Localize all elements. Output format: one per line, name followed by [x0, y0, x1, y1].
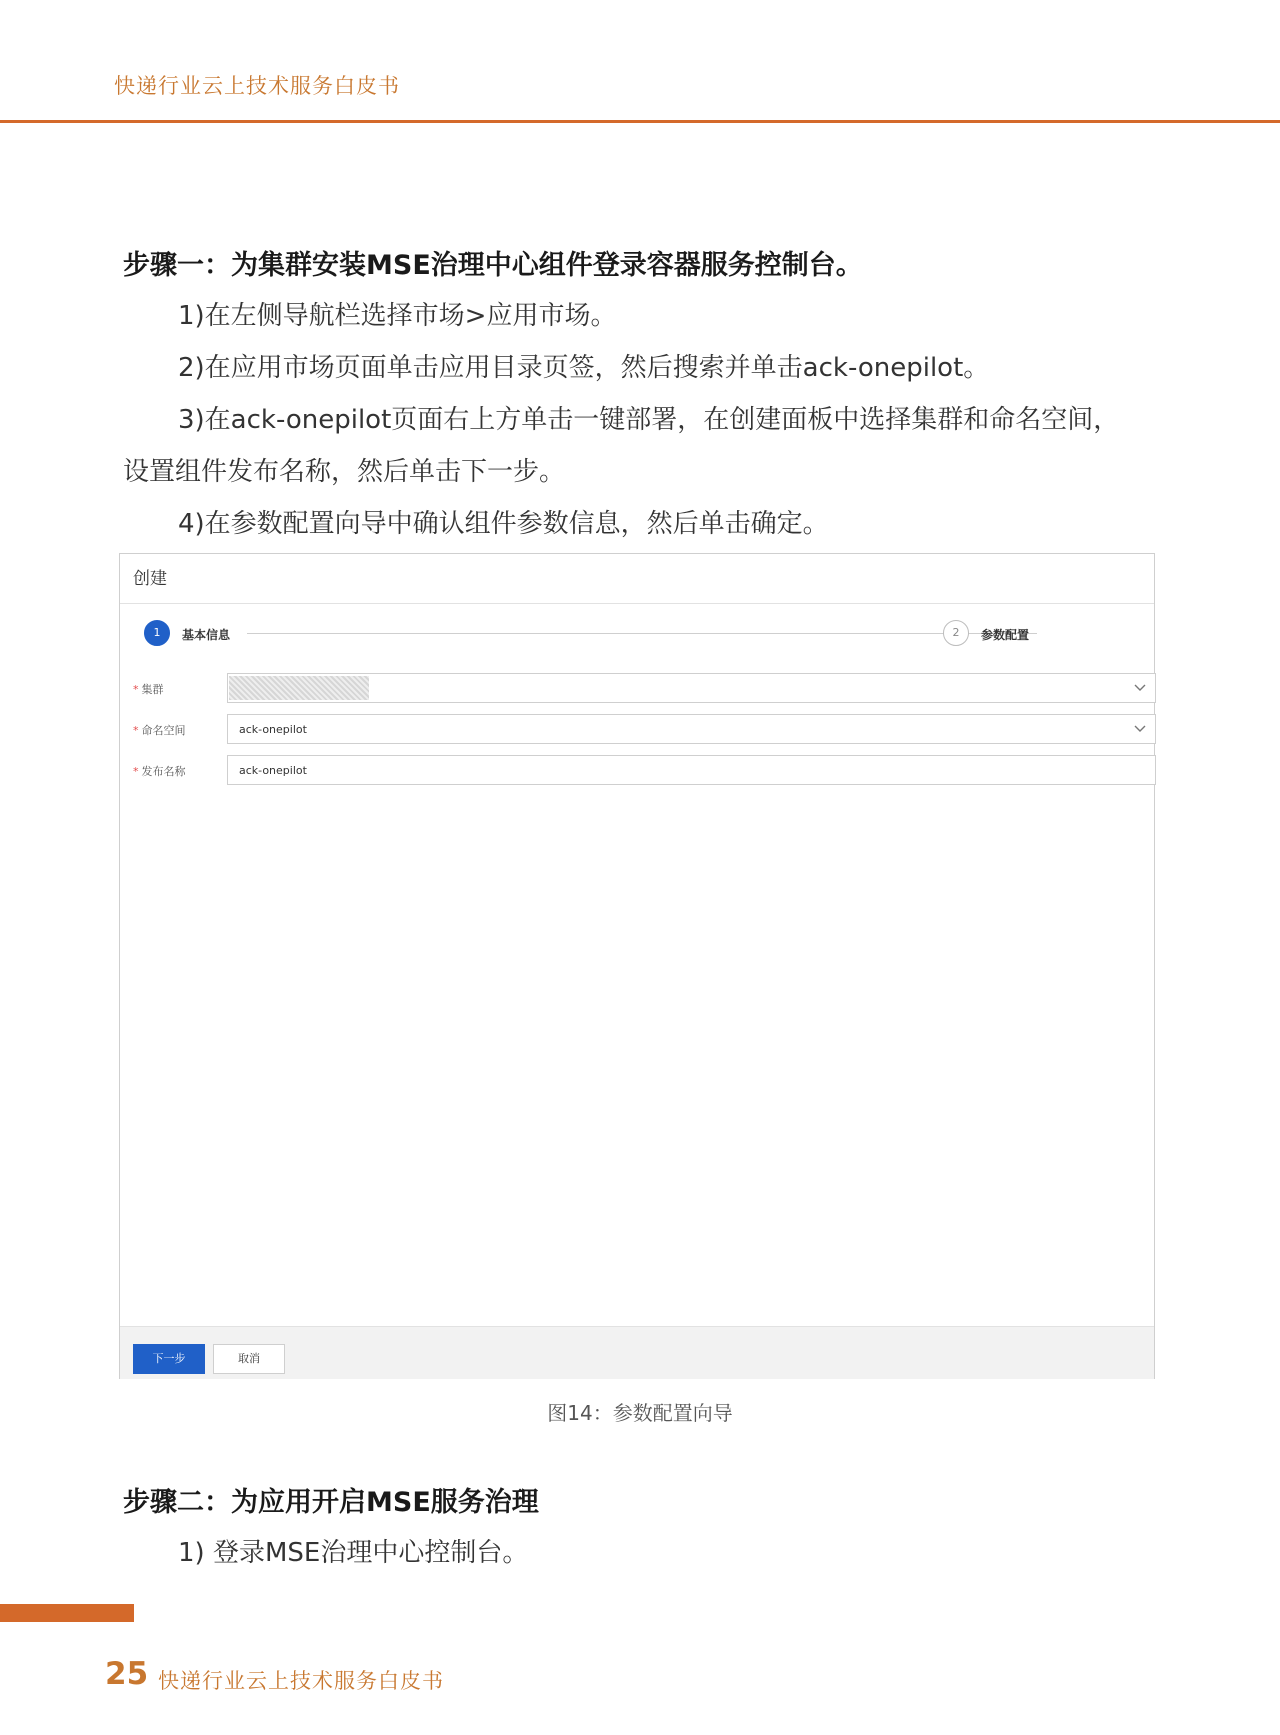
masked-cluster-value [229, 676, 369, 700]
next-button[interactable]: 下一步 [133, 1344, 205, 1374]
release-name-label: * 发布名称 [133, 765, 186, 778]
step1-heading: 步骤一：为集群安装MSE治理中心组件登录容器服务控制台。 [123, 250, 863, 281]
step1-item-3: 3)在ack-onepilot页面右上方单击一键部署，在创建面板中选择集群和命名空间， [178, 405, 1120, 435]
release-name-value: ack-onepilot [239, 764, 307, 777]
dialog-title-divider [120, 603, 1154, 604]
dialog-footer [120, 1326, 1154, 1379]
required-mark: * [133, 724, 139, 737]
chevron-down-icon [1133, 721, 1147, 735]
cluster-label: * 集群 [133, 683, 164, 696]
step-1-label: 基本信息 [182, 628, 231, 642]
figure-caption: 图14：参数配置向导 [547, 1401, 733, 1425]
namespace-value: ack-onepilot [239, 723, 307, 736]
dialog-title: 创建 [133, 569, 167, 589]
required-mark: * [133, 765, 139, 778]
step-1-circle: 1 [144, 620, 170, 646]
step-2-circle: 2 [943, 620, 969, 646]
footer-accent-bar [0, 1604, 134, 1622]
step2-heading: 步骤二：为应用开启MSE服务治理 [123, 1487, 539, 1518]
step1-item-2: 2)在应用市场页面单击应用目录页签，然后搜索并单击ack-onepilot。 [178, 353, 990, 383]
page-number: 25 [105, 1656, 149, 1692]
step-2-label: 参数配置 [981, 628, 1030, 642]
step1-item-4: 4)在参数配置向导中确认组件参数信息，然后单击确定。 [178, 509, 829, 539]
step-connector [247, 633, 1037, 634]
cluster-select[interactable] [227, 673, 1156, 703]
namespace-label: * 命名空间 [133, 724, 186, 737]
create-dialog-screenshot [119, 553, 1155, 1379]
chevron-down-icon [1133, 680, 1147, 694]
step1-item-3-cont: 设置组件发布名称，然后单击下一步。 [123, 457, 566, 487]
header-title: 快递行业云上技术服务白皮书 [114, 74, 400, 98]
step1-item-1: 1)在左侧导航栏选择市场>应用市场。 [178, 301, 617, 331]
header-rule [0, 120, 1280, 123]
required-mark: * [133, 683, 139, 696]
namespace-select[interactable] [227, 714, 1156, 744]
cancel-button[interactable]: 取消 [213, 1344, 285, 1374]
release-name-input[interactable] [227, 755, 1156, 785]
step2-item-1: 1) 登录MSE治理中心控制台。 [178, 1538, 529, 1568]
footer-title: 快递行业云上技术服务白皮书 [158, 1669, 444, 1693]
